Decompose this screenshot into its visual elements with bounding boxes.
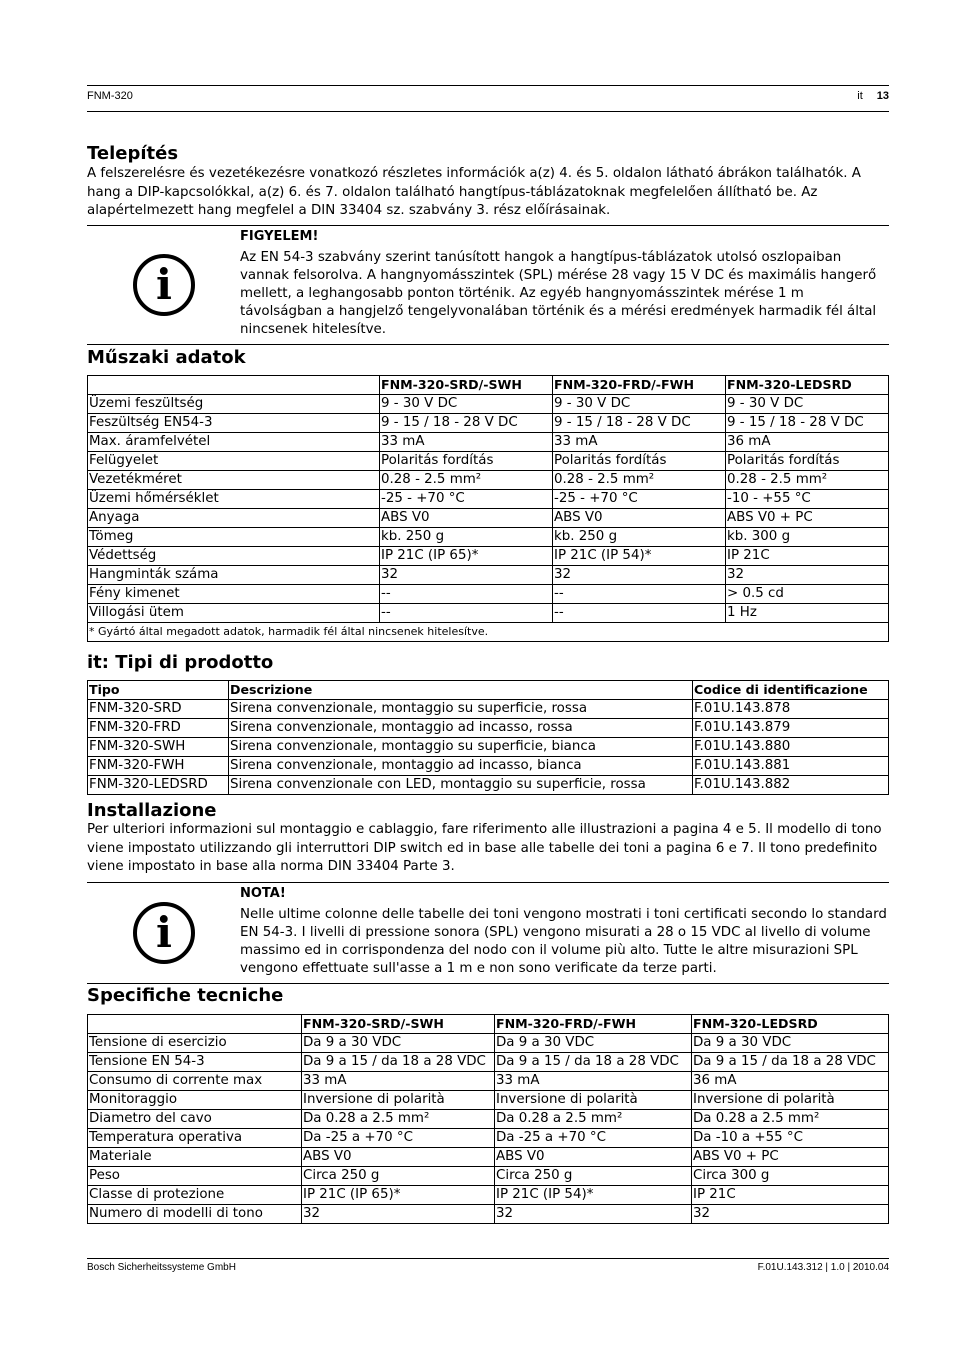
row-label: Hangminták száma: [88, 566, 380, 585]
table-cell: Sirena convenzionale, montaggio ad incasso, bianca: [229, 757, 693, 776]
footnote-row: [88, 623, 889, 642]
table-cell: --: [553, 585, 726, 604]
row-label: FNM-320-SRD: [88, 700, 229, 719]
table-cell: Da 9 a 15 / da 18 a 28 VDC: [692, 1053, 889, 1072]
table-cell: Sirena convenzionale, montaggio ad incasso, rossa: [229, 719, 693, 738]
row-label: Vezetékméret: [88, 471, 380, 490]
row-label: Üzemi feszültség: [88, 395, 380, 414]
table-cell: 36 mA: [726, 433, 889, 452]
table-row: [88, 757, 889, 776]
note-title: NOTA!: [240, 886, 286, 901]
row-label: Feszültség EN54-3: [88, 414, 380, 433]
table-row: [88, 1205, 889, 1224]
table-row: [88, 509, 889, 528]
row-label: Villogási ütem: [88, 604, 380, 623]
row-label: Materiale: [88, 1148, 302, 1167]
table-row: [88, 1034, 889, 1053]
table-cell: ABS V0: [302, 1148, 495, 1167]
info-icon: i: [133, 254, 195, 316]
footer-company: Bosch Sicherheitssysteme GmbH: [87, 1262, 236, 1273]
table-cell: Sirena convenzionale, montaggio su superficie, rossa: [229, 700, 693, 719]
table-cell: ABS V0: [553, 509, 726, 528]
table-row: [88, 604, 889, 623]
row-label: Védettség: [88, 547, 380, 566]
table-cell: Da 9 a 30 VDC: [692, 1034, 889, 1053]
table-cell: Polaritás fordítás: [726, 452, 889, 471]
row-label: Tensione di esercizio: [88, 1034, 302, 1053]
table-row: [88, 738, 889, 757]
table-row: [88, 1091, 889, 1110]
table-cell: 32: [692, 1205, 889, 1224]
table-cell: Circa 300 g: [692, 1167, 889, 1186]
column-header: Descrizione: [229, 681, 693, 700]
row-label: Anyaga: [88, 509, 380, 528]
row-label: Peso: [88, 1167, 302, 1186]
table-cell: Da 0.28 a 2.5 mm²: [692, 1110, 889, 1129]
row-label: Diametro del cavo: [88, 1110, 302, 1129]
table-cell: kb. 250 g: [380, 528, 553, 547]
table-cell: kb. 300 g: [726, 528, 889, 547]
table-cell: Da 9 a 15 / da 18 a 28 VDC: [302, 1053, 495, 1072]
row-label: Fény kimenet: [88, 585, 380, 604]
row-label: FNM-320-LEDSRD: [88, 776, 229, 795]
table-cell: 9 - 30 V DC: [726, 395, 889, 414]
table-cell: 32: [495, 1205, 692, 1224]
column-header: FNM-320-SRD/-SWH: [302, 1015, 495, 1034]
table-cell: Inversione di polarità: [495, 1091, 692, 1110]
table-cell: Polaritás fordítás: [553, 452, 726, 471]
column-header: FNM-320-LEDSRD: [726, 376, 889, 395]
table-cell: IP 21C (IP 54)*: [553, 547, 726, 566]
row-label: Üzemi hőmérséklet: [88, 490, 380, 509]
table-row: [88, 1129, 889, 1148]
table-cell: Inversione di polarità: [302, 1091, 495, 1110]
table-cell: 9 - 30 V DC: [380, 395, 553, 414]
table-cell: --: [380, 585, 553, 604]
note-box-nota: [87, 882, 889, 984]
table-cell: IP 21C (IP 65)*: [380, 547, 553, 566]
table-row: [88, 471, 889, 490]
row-label: Consumo di corrente max: [88, 1072, 302, 1091]
table-row: [88, 776, 889, 795]
table-cell: ABS V0 + PC: [692, 1148, 889, 1167]
table-cell: 9 - 30 V DC: [553, 395, 726, 414]
table-cell: --: [380, 604, 553, 623]
table-cell: Da 0.28 a 2.5 mm²: [302, 1110, 495, 1129]
table-cell: F.01U.143.878: [693, 700, 889, 719]
table-cell: 9 - 15 / 18 - 28 V DC: [380, 414, 553, 433]
row-label: Monitoraggio: [88, 1091, 302, 1110]
header-page-number: 13: [876, 90, 889, 102]
table-cell: -25 - +70 °C: [553, 490, 726, 509]
table-row: [88, 566, 889, 585]
table-cell: ABS V0: [380, 509, 553, 528]
note-title: FIGYELEM!: [240, 229, 319, 244]
paragraph-telepites: A felszerelésre és vezetékezésre vonatkozó részletes információk a(z) 4. és 5. oldalon látható ábrákon találhatók. A hang a DIP-kapcsolókkal, a(z) 6. és 7. oldalon található hangtípus-táblázatoknak megfelelően állítható be. Az alapértelmezett hang megfelel a DIN 33404 sz. szabvány 3. rész előírásainak.: [87, 166, 861, 218]
table-cell: --: [553, 604, 726, 623]
table-cell: -10 - +55 °C: [726, 490, 889, 509]
table-cell: Da -25 a +70 °C: [302, 1129, 495, 1148]
info-icon: i: [133, 902, 195, 964]
column-header: Codice di identificazione: [693, 681, 889, 700]
table-cell: 33 mA: [302, 1072, 495, 1091]
table-row: [88, 1148, 889, 1167]
paragraph-installazione: Per ulteriori informazioni sul montaggio e cablaggio, fare riferimento alle illustrazioni a pagina 4 e 5. Il modello di tono viene impostato utilizzando gli interruttori DIP switch ed in base alle tabelle dei toni a pagina 6 e 7. Il tono predefinito viene impostato in base alla norma DIN 33404 Parte 3.: [87, 822, 882, 874]
row-label: Tömeg: [88, 528, 380, 547]
table-cell: Da 9 a 15 / da 18 a 28 VDC: [495, 1053, 692, 1072]
row-label: Numero di modelli di tono: [88, 1205, 302, 1224]
table-cell: F.01U.143.882: [693, 776, 889, 795]
table-row: [88, 700, 889, 719]
table-cell: 0.28 - 2.5 mm²: [726, 471, 889, 490]
row-label: Classe di protezione: [88, 1186, 302, 1205]
table-row: [88, 528, 889, 547]
table-row: [88, 490, 889, 509]
table-row: [88, 719, 889, 738]
column-header: [88, 1015, 302, 1034]
table-row: [88, 585, 889, 604]
table-cell: F.01U.143.881: [693, 757, 889, 776]
header-lang: it: [857, 90, 863, 102]
table-cell: -25 - +70 °C: [380, 490, 553, 509]
table-cell: Da -10 a +55 °C: [692, 1129, 889, 1148]
table-row: [88, 433, 889, 452]
table-cell: 33 mA: [553, 433, 726, 452]
row-label: Temperatura operativa: [88, 1129, 302, 1148]
spec-table-hu: [87, 375, 889, 642]
spec-table-it: [87, 1014, 889, 1224]
column-header: FNM-320-FRD/-FWH: [495, 1015, 692, 1034]
table-row: [88, 395, 889, 414]
row-label: Tensione EN 54-3: [88, 1053, 302, 1072]
table-cell: F.01U.143.880: [693, 738, 889, 757]
row-label: FNM-320-FWH: [88, 757, 229, 776]
table-cell: 9 - 15 / 18 - 28 V DC: [726, 414, 889, 433]
column-header: FNM-320-SRD/-SWH: [380, 376, 553, 395]
table-cell: kb. 250 g: [553, 528, 726, 547]
table-row: [88, 1186, 889, 1205]
table-cell: 32: [553, 566, 726, 585]
row-label: FNM-320-SWH: [88, 738, 229, 757]
table-cell: IP 21C: [726, 547, 889, 566]
page-header: [87, 90, 889, 112]
table-footnote: * Gyártó által megadott adatok, harmadik fél által nincsenek hitelesítve.: [88, 623, 889, 642]
table-cell: 36 mA: [692, 1072, 889, 1091]
table-cell: ABS V0: [495, 1148, 692, 1167]
table-cell: Sirena convenzionale, montaggio su superficie, bianca: [229, 738, 693, 757]
table-cell: Circa 250 g: [302, 1167, 495, 1186]
table-cell: Polaritás fordítás: [380, 452, 553, 471]
table-cell: > 0.5 cd: [726, 585, 889, 604]
page-footer: [87, 1258, 889, 1273]
table-cell: 1 Hz: [726, 604, 889, 623]
product-types-table: [87, 680, 889, 795]
table-cell: 32: [380, 566, 553, 585]
header-doc-id: FNM-320: [87, 90, 133, 102]
section-title-tipi-di-prodotto: it: Tipi di prodotto: [87, 652, 274, 673]
table-cell: 32: [726, 566, 889, 585]
table-row: [88, 414, 889, 433]
section-title-specifiche-tecniche: Specifiche tecniche: [87, 985, 284, 1006]
table-cell: 33 mA: [495, 1072, 692, 1091]
table-cell: IP 21C: [692, 1186, 889, 1205]
table-row: [88, 452, 889, 471]
table-cell: 9 - 15 / 18 - 28 V DC: [553, 414, 726, 433]
table-cell: Da 9 a 30 VDC: [302, 1034, 495, 1053]
section-title-installazione: Installazione: [87, 800, 217, 821]
column-header: [88, 376, 380, 395]
section-title-muszaki-adatok: Műszaki adatok: [87, 347, 246, 368]
table-cell: Sirena convenzionale con LED, montaggio su superficie, rossa: [229, 776, 693, 795]
table-cell: Da 9 a 30 VDC: [495, 1034, 692, 1053]
table-cell: 32: [302, 1205, 495, 1224]
note-box-figyelem: [87, 225, 889, 345]
note-text: Nelle ultime colonne delle tabelle dei toni vengono mostrati i toni certificati secondo lo standard EN 54-3. I livelli di pressione sonora (SPL) vengono misurati a 28 o 15 VDC al livello di volume massimo ed in corrispondenza del nodo con il volume più alto. Tutte le altre misurazioni SPL vengono effettuate sull'asse a 1 m e non sono verificate da terze parti.: [240, 907, 887, 976]
table-cell: F.01U.143.879: [693, 719, 889, 738]
row-label: FNM-320-FRD: [88, 719, 229, 738]
table-cell: Circa 250 g: [495, 1167, 692, 1186]
column-header: Tipo: [88, 681, 229, 700]
note-text: Az EN 54-3 szabvány szerint tanúsított hangok a hangtípus-táblázatok utolsó oszlopaiban vannak felsorolva. A hangnyomásszintek (SPL) mérése 28 vagy 15 V DC és maximális hangerő mellett, a leghangosabb ponton történik. Az egyéb hangnyomásszintek mérése 1 m távolságban a hangjelző tengelyvonalában történik és a mérési eredmények harmadik fél által nincsenek hitelesítve.: [240, 250, 877, 337]
table-row: [88, 547, 889, 566]
section-title-telepites: Telepítés: [87, 143, 179, 164]
column-header: FNM-320-LEDSRD: [692, 1015, 889, 1034]
table-cell: 33 mA: [380, 433, 553, 452]
table-row: [88, 1110, 889, 1129]
table-row: [88, 1167, 889, 1186]
table-cell: 0.28 - 2.5 mm²: [553, 471, 726, 490]
table-cell: 0.28 - 2.5 mm²: [380, 471, 553, 490]
table-cell: ABS V0 + PC: [726, 509, 889, 528]
table-row: [88, 1053, 889, 1072]
column-header: FNM-320-FRD/-FWH: [553, 376, 726, 395]
table-cell: Da 0.28 a 2.5 mm²: [495, 1110, 692, 1129]
table-row: [88, 1072, 889, 1091]
table-cell: Inversione di polarità: [692, 1091, 889, 1110]
table-cell: IP 21C (IP 65)*: [302, 1186, 495, 1205]
row-label: Max. áramfelvétel: [88, 433, 380, 452]
table-cell: IP 21C (IP 54)*: [495, 1186, 692, 1205]
table-cell: Da -25 a +70 °C: [495, 1129, 692, 1148]
row-label: Felügyelet: [88, 452, 380, 471]
footer-doc-ref: F.01U.143.312 | 1.0 | 2010.04: [757, 1262, 889, 1273]
